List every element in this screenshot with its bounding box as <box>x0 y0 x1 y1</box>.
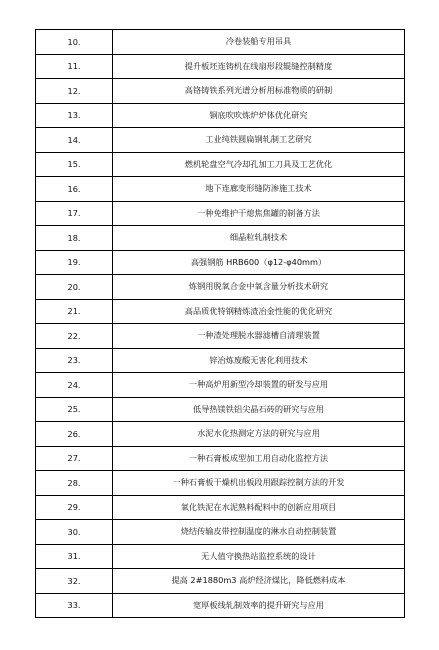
row-number: 24. <box>36 373 113 398</box>
project-title: 一种渣处理脱水器滤槽自清理装置 <box>113 324 405 349</box>
row-number: 22. <box>36 324 113 349</box>
row-number: 13. <box>36 103 113 128</box>
row-number: 19. <box>36 250 113 275</box>
row-number: 25. <box>36 397 113 422</box>
project-list-body <box>36 30 405 618</box>
project-title: 烧结传输皮带控制温度的淋水自动控制装置 <box>113 520 405 545</box>
table-row <box>36 446 405 471</box>
table-row <box>36 201 405 226</box>
table-row <box>36 569 405 594</box>
row-number: 20. <box>36 275 113 300</box>
project-title: 细晶粒轧制技术 <box>113 226 405 251</box>
project-title: 一种免维护干熄焦焦罐的制备方法 <box>113 201 405 226</box>
row-number: 23. <box>36 348 113 373</box>
table-row <box>36 79 405 104</box>
table-row <box>36 299 405 324</box>
project-title: 炼钢用脱氧合金中氧含量分析技术研究 <box>113 275 405 300</box>
row-number: 29. <box>36 495 113 520</box>
project-title: 宽厚板线轧制效率的提升研究与应用 <box>113 593 405 618</box>
project-title: 一种石膏板干燥机出板段用跟踪控制方法的开发 <box>113 471 405 496</box>
row-number: 30. <box>36 520 113 545</box>
row-number: 12. <box>36 79 113 104</box>
row-number: 31. <box>36 544 113 569</box>
project-title: 一种石膏板成型加工用自动化监控方法 <box>113 446 405 471</box>
project-title: 工业纯铁圆扁钢轧制工艺研究 <box>113 128 405 153</box>
table-row <box>36 128 405 153</box>
table-row <box>36 30 405 55</box>
table-row <box>36 324 405 349</box>
project-title: 低导热镁铁铝尖晶石砖的研究与应用 <box>113 397 405 422</box>
table-row <box>36 275 405 300</box>
row-number: 16. <box>36 177 113 202</box>
project-title: 一种高炉用新型冷却装置的研发与应用 <box>113 373 405 398</box>
table-row <box>36 54 405 79</box>
table-row <box>36 471 405 496</box>
project-title: 高强钢筋 HRB600（φ12-φ40mm） <box>113 250 405 275</box>
row-number: 11. <box>36 54 113 79</box>
row-number: 15. <box>36 152 113 177</box>
project-list-table <box>35 29 405 618</box>
row-number: 33. <box>36 593 113 618</box>
row-number: 17. <box>36 201 113 226</box>
table-row <box>36 544 405 569</box>
project-title: 燃机轮盘空气冷却孔加工刀具及工艺优化 <box>113 152 405 177</box>
project-title: 高铬铸铁系列光谱分析用标准物质的研制 <box>113 79 405 104</box>
table-row <box>36 495 405 520</box>
table-row <box>36 373 405 398</box>
table-row <box>36 250 405 275</box>
table-row <box>36 593 405 618</box>
table-row <box>36 348 405 373</box>
row-number: 14. <box>36 128 113 153</box>
project-title: 提升板坯连铸机在线扇形段辊缝控制精度 <box>113 54 405 79</box>
project-title: 无人值守换热站监控系统的设计 <box>113 544 405 569</box>
table-row <box>36 177 405 202</box>
project-title: 地下连廊变形缝防渗施工技术 <box>113 177 405 202</box>
project-title: 冷卷装船专用吊具 <box>113 30 405 55</box>
project-title: 锌冶炼废酸无害化利用技术 <box>113 348 405 373</box>
table-row <box>36 103 405 128</box>
project-title: 铜底吹吹炼炉炉体优化研究 <box>113 103 405 128</box>
project-title: 氧化铁泥在水泥熟料配料中的创新应用项目 <box>113 495 405 520</box>
row-number: 18. <box>36 226 113 251</box>
table-row <box>36 397 405 422</box>
table-row <box>36 520 405 545</box>
project-title: 水泥水化热测定方法的研究与应用 <box>113 422 405 447</box>
table-row <box>36 226 405 251</box>
row-number: 26. <box>36 422 113 447</box>
project-title: 高品质优特钢精炼渣冶金性能的优化研究 <box>113 299 405 324</box>
table-row <box>36 422 405 447</box>
table-row <box>36 152 405 177</box>
project-title: 提高 2#1880m3 高炉经济煤比，降低燃料成本 <box>113 569 405 594</box>
row-number: 21. <box>36 299 113 324</box>
row-number: 27. <box>36 446 113 471</box>
row-number: 32. <box>36 569 113 594</box>
row-number: 10. <box>36 30 113 55</box>
row-number: 28. <box>36 471 113 496</box>
